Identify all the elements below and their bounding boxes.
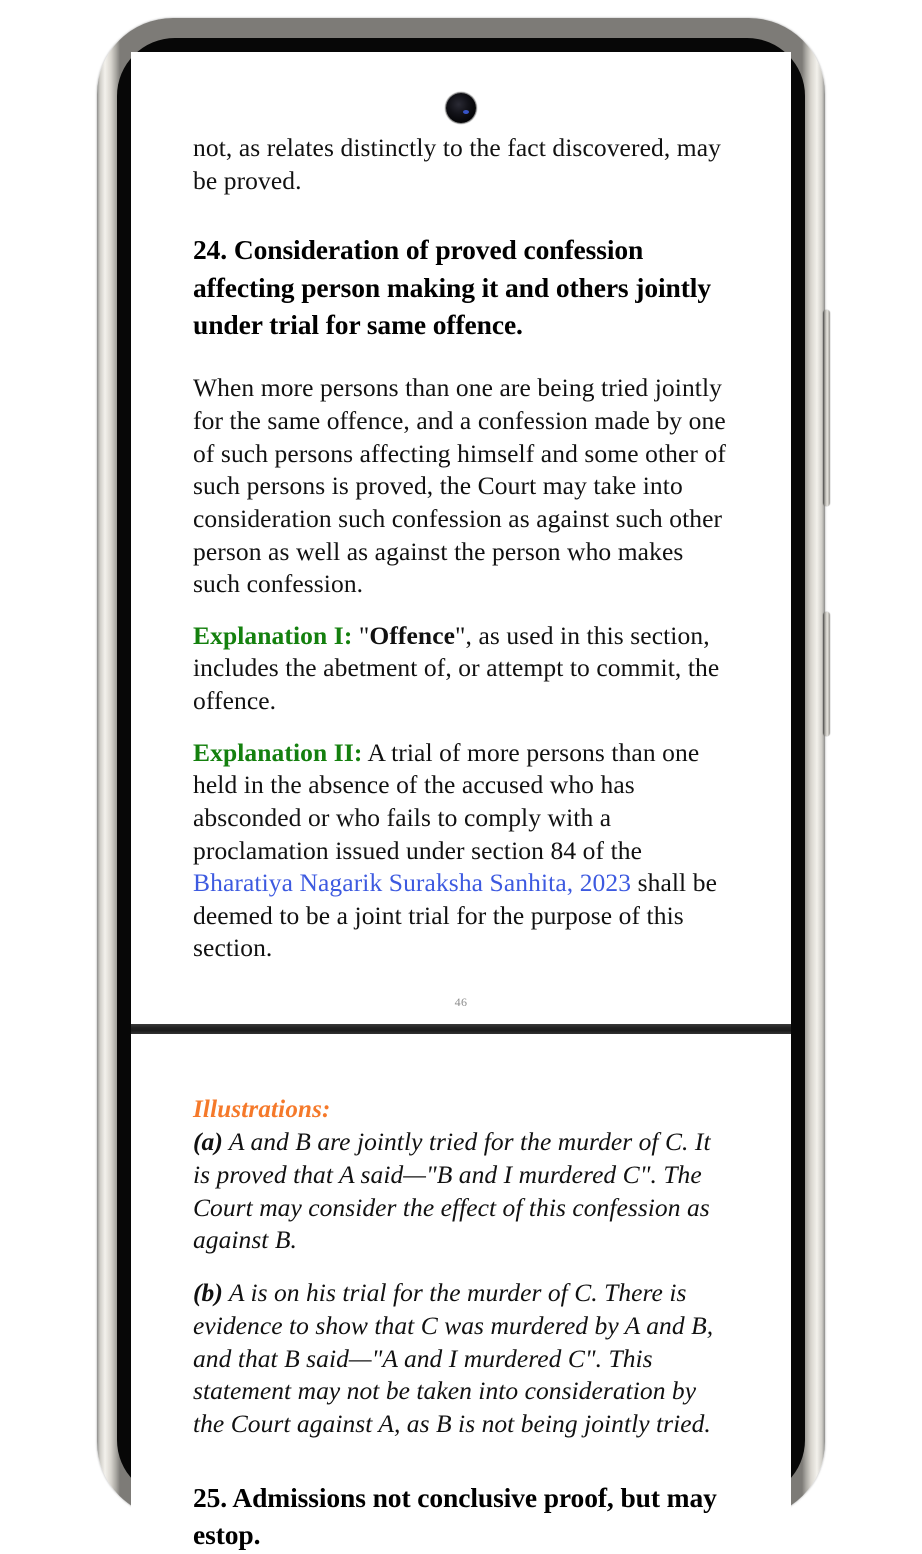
- explanation-one-label: Explanation I:: [193, 620, 353, 650]
- document-page-one: [131, 52, 791, 1010]
- explanation-one-text-after-term: ", as used in this section, includes the abetment of, or attempt to commit, the offence.: [193, 620, 720, 716]
- phone-bezel: [117, 38, 805, 1551]
- phone-frame: [97, 18, 825, 1551]
- section-24-body-paragraph: When more persons than one are being tried jointly for the same offence, and a confession made by one of such persons affecting himself and some other of such persons is proved, the Court may take into consideration such confession as against such other person as well as against the person who makes such confession.: [193, 373, 726, 599]
- page-separator: [131, 1024, 791, 1034]
- illustration-b-marker: (b): [193, 1278, 223, 1308]
- explanation-one-quoted-term: Offence: [369, 620, 456, 650]
- explanation-two-paragraph: [193, 737, 729, 965]
- explanation-two-text-before-link: A trial of more persons than one held in the absence of the accused who has absconded or who fails to comply with a proclamation issued under section 84 of the: [193, 737, 700, 865]
- camera-lens-glint: [463, 110, 469, 114]
- volume-rocker-button[interactable]: [823, 310, 830, 506]
- illustration-item-b: [193, 1277, 729, 1441]
- document-page-two: [131, 1034, 791, 1554]
- continued-paragraph: not, as relates distinctly to the fact discovered, may be proved.: [193, 133, 721, 195]
- power-button[interactable]: [823, 612, 830, 736]
- explanation-two-label: Explanation II:: [193, 737, 363, 767]
- explanation-two-text-after-link: shall be deemed to be a joint trial for the purpose of this section.: [193, 868, 717, 963]
- illustrations-label: Illustrations:: [193, 1096, 331, 1124]
- document-viewport[interactable]: [131, 52, 791, 1551]
- explanation-one-text-before-term: ": [352, 620, 370, 650]
- section-24-heading: 24. Consideration of proved confession affecting person making it and others jointly under trial for same offence.: [193, 234, 712, 341]
- section-25-heading: 25. Admissions not conclusive proof, but may estop.: [193, 1481, 717, 1551]
- illustration-a-marker: (a): [193, 1127, 223, 1157]
- page-number: 46: [454, 995, 468, 1010]
- front-camera-icon: [446, 93, 476, 123]
- phone-screen: [131, 52, 791, 1551]
- illustration-item-a: [193, 1126, 729, 1257]
- bnss-2023-statute-link[interactable]: Bharatiya Nagarik Suraksha Sanhita, 2023: [193, 868, 632, 898]
- illustration-a-text: A and B are jointly tried for the murder of C. It is proved that A said—"B and I murdered C". The Court may consider the effect of this confession as against B.: [193, 1127, 711, 1255]
- explanation-one-paragraph: [193, 620, 729, 718]
- illustration-b-text: A is on his trial for the murder of C. There is evidence to show that C was murdered by A and B, and that B said—"A and I murdered C". This statement may not be taken into consideration by the Court against A, as B is not being jointly tried.: [193, 1278, 714, 1439]
